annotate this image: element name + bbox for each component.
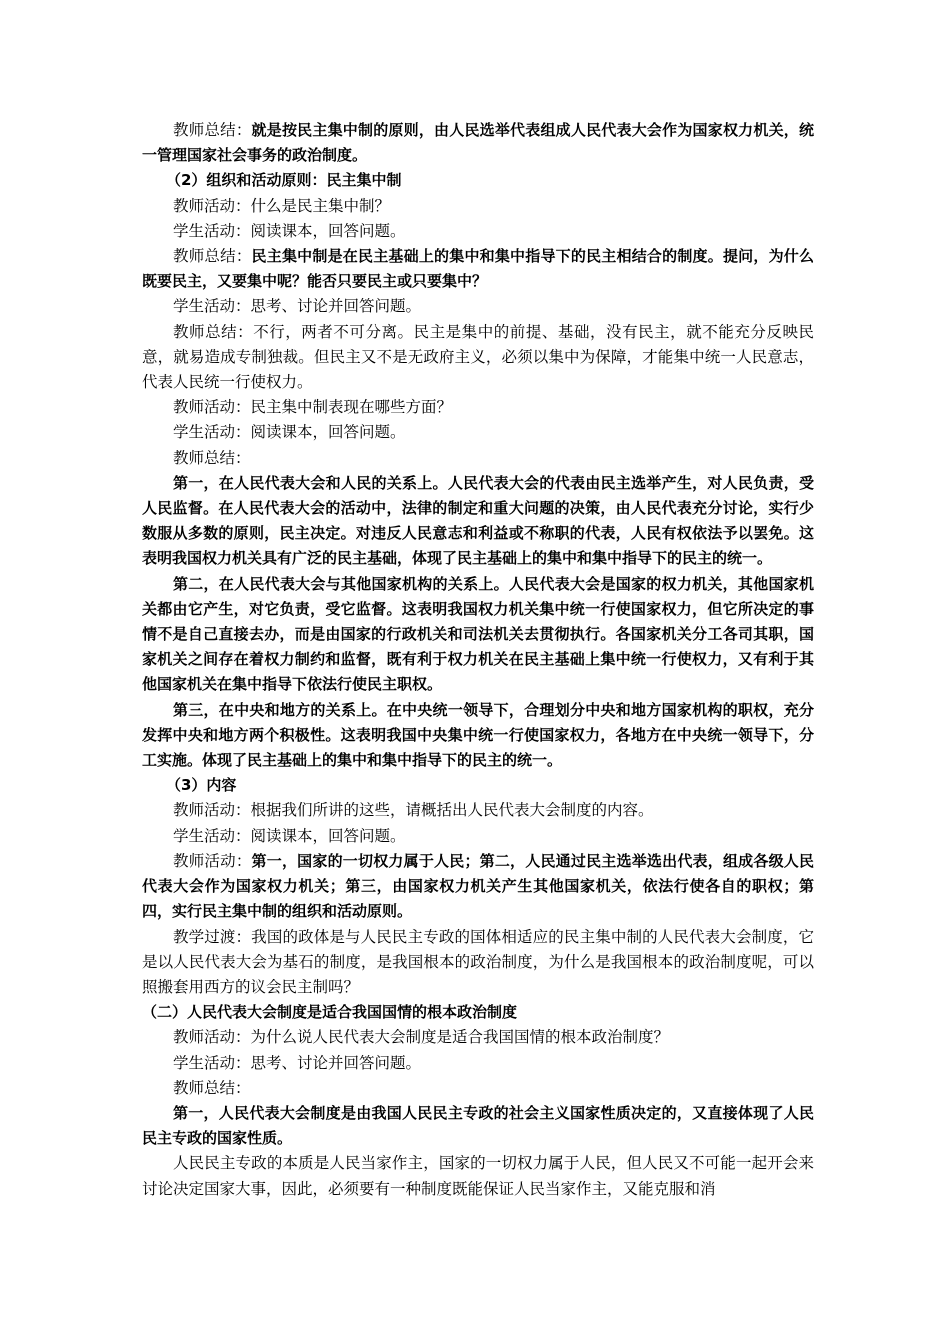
paragraph-second-point — [142, 572, 814, 698]
paragraph-teacher-summary-3: 教师总结：不行，两者不可分离。民主是集中的前提、基础，没有民主，就不能充分反映民意，就易造成专制独裁。但民主又不是无政府主义，必须以集中为保障，才能集中统一人民意志，代表人民统一行使权力。 — [142, 322, 814, 392]
paragraph-teacher-activity-3: 教师活动：根据我们所讲的这些，请概括出人民代表大会制度的内容。 — [173, 801, 654, 820]
paragraph-teacher-summary-1 — [142, 118, 814, 168]
paragraph-teacher-activity-4 — [142, 849, 814, 925]
paragraph-first-point — [142, 471, 814, 572]
document-body — [142, 118, 814, 1202]
bold-text: 民主集中制是在民主基础上的集中和集中指导下的民主相结合的制度。提问，为什么既要民主，又要集中呢？能否只要民主或只要集中？ — [142, 247, 814, 291]
label-text: 教师总结： — [173, 247, 252, 266]
paragraph-student-activity-5: 学生活动：思考、讨论并回答问题。 — [173, 1053, 422, 1072]
paragraph-student-activity-1: 学生活动：阅读课本，回答问题。 — [173, 221, 406, 240]
paragraph-third-point — [142, 698, 814, 774]
paragraph-transition: 教学过渡：我国的政体是与人民民主专政的国体相适应的民主集中制的人民代表大会制度，它是以人民代表大会为基石的制度，是我国根本的政治制度，为什么是我国根本的政治制度呢，可以照搬套用西方的议会民主制吗？ — [142, 927, 814, 996]
paragraph-student-activity-2: 学生活动：思考、讨论并回答问题。 — [173, 297, 422, 316]
bold-text: 就是按民主集中制的原则，由人民选举代表组成人民代表大会作为国家权力机关，统一管理国家社会事务的政治制度。 — [142, 121, 814, 165]
paragraph-teacher-summary-5: 教师总结： — [173, 1078, 251, 1097]
label-text: 教师活动： — [173, 851, 252, 870]
bold-text: 第二，在人民代表大会与其他国家机构的关系上。人民代表大会是国家的权力机关，其他国家机关都由它产生，对它负责，受它监督。这表明我国权力机关集中统一行使国家权力，但它所决定的事情不是自己直接去办，而是由国家的行政机关和司法机关去贯彻执行。各国家机关分工各司其职，国家机关之间存在着权力制约和监督，既有利于权力机关在民主基础上集中统一行使权力，又有利于其他国家机关在集中指导下依法行使民主职权。 — [142, 574, 814, 694]
paragraph-first-reason — [142, 1101, 814, 1151]
paragraph-teacher-summary-4: 教师总结： — [173, 448, 251, 467]
bold-text: 第三，在中央和地方的关系上。在中央统一领导下，合理划分中央和地方国家机构的职权，充分发挥中央和地方两个积极性。这表明我国中央集中统一行使国家权力，各地方在中央统一领导下，分工实施。体现了民主基础上的集中和集中指导下的民主的统一。 — [142, 700, 814, 770]
paragraph-teacher-activity-1: 教师活动：什么是民主集中制？ — [173, 196, 391, 215]
section-heading-content: （3）内容 — [166, 776, 237, 795]
paragraph-people-democracy: 人民民主专政的本质是人民当家作主，国家的一切权力属于人民，但人民又不可能一起开会来讨论决定国家大事，因此，必须要有一种制度既能保证人民当家作主，又能克服和消 — [142, 1154, 814, 1198]
paragraph-teacher-activity-5: 教师活动：为什么说人民代表大会制度是适合我国国情的根本政治制度？ — [173, 1028, 670, 1047]
bold-text: 第一，人民代表大会制度是由我国人民民主专政的社会主义国家性质决定的，又直接体现了人民民主专政的国家性质。 — [142, 1103, 814, 1148]
paragraph-teacher-summary-2 — [142, 244, 814, 294]
bold-text: 第一，国家的一切权力属于人民；第二，人民通过民主选举选出代表，组成各级人民代表大会作为国家权力机关；第三，由国家权力机关产生其他国家机关，依法行使各自的职权；第四，实行民主集中制的组织和活动原则。 — [142, 851, 814, 921]
paragraph-student-activity-4: 学生活动：阅读课本，回答问题。 — [173, 826, 406, 845]
paragraph-student-activity-3: 学生活动：阅读课本，回答问题。 — [173, 423, 406, 442]
section-heading-fundamental-system: （二）人民代表大会制度是适合我国国情的根本政治制度 — [142, 1003, 518, 1022]
bold-text: 第一，在人民代表大会和人民的关系上。人民代表大会的代表由民主选举产生，对人民负责，受人民监督。在人民代表大会的活动中，法律的制定和重大问题的决策，由人民代表充分讨论，实行少数服从多数的原则，民主决定。对违反人民意志和利益或不称职的代表，人民有权依法予以罢免。这表明我国权力机关具有广泛的民主基础，体现了民主基础上的集中和集中指导下的民主的统一。 — [142, 473, 814, 568]
label-text: 教师总结： — [173, 121, 252, 139]
section-heading-principle: （2）组织和活动原则：民主集中制 — [166, 171, 402, 190]
paragraph-teacher-activity-2: 教师活动：民主集中制表现在哪些方面？ — [173, 398, 453, 417]
